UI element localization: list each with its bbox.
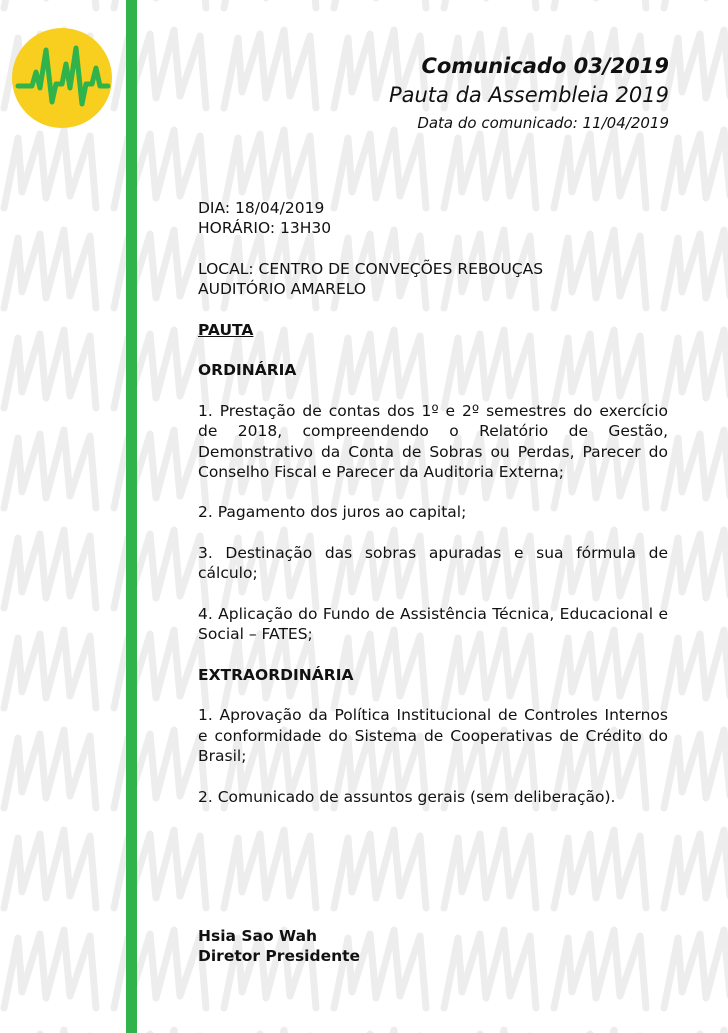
meeting-info bbox=[198, 198, 668, 239]
document-header bbox=[389, 52, 669, 136]
document-date: Data do comunicado: 11/04/2019 bbox=[417, 114, 669, 132]
signature-name: Hsia Sao Wah bbox=[198, 927, 318, 945]
document-title: Comunicado 03/2019 bbox=[421, 54, 669, 78]
ordinary-item: 3. Destinação das sobras apuradas e sua fórmula de cálculo; bbox=[198, 544, 668, 583]
agenda-heading: PAUTA bbox=[198, 320, 254, 339]
meeting-day: DIA: 18/04/2019 bbox=[198, 199, 325, 217]
meeting-location bbox=[198, 259, 668, 300]
document-body bbox=[198, 198, 668, 827]
signature-block bbox=[198, 926, 360, 967]
meeting-location-line2: AUDITÓRIO AMARELO bbox=[198, 280, 367, 299]
extraordinary-item: 1. Aprovação da Política Institucional de Controles Internos e conformidade do Sistema de Cooperativas de Crédito do Brasil; bbox=[198, 706, 668, 766]
ordinary-item: 1. Prestação de contas dos 1º e 2º semestres do exercício de 2018, compreendendo o Relatório de Gestão, Demonstrativo da Conta de Sobras ou Perdas, Parecer do Conselho Fiscal e Parecer da Auditoria Externa; bbox=[198, 401, 668, 481]
ordinary-item: 2. Pagamento dos juros ao capital; bbox=[198, 503, 467, 522]
extraordinary-heading: EXTRAORDINÁRIA bbox=[198, 665, 354, 684]
ordinary-item: 4. Aplicação do Fundo de Assistência Técnica, Educacional e Social – FATES; bbox=[198, 604, 668, 644]
extraordinary-item: 2. Comunicado de assuntos gerais (sem deliberação). bbox=[198, 787, 616, 806]
heartbeat-logo-icon bbox=[12, 28, 112, 128]
signature-role: Diretor Presidente bbox=[198, 947, 361, 966]
ordinary-heading: ORDINÁRIA bbox=[198, 361, 297, 380]
accent-bar bbox=[126, 0, 137, 1033]
meeting-time: HORÁRIO: 13H30 bbox=[198, 219, 332, 238]
meeting-location-line1: LOCAL: CENTRO DE CONVEÇÕES REBOUÇAS bbox=[198, 259, 544, 278]
document-subtitle: Pauta da Assembleia 2019 bbox=[388, 83, 669, 107]
